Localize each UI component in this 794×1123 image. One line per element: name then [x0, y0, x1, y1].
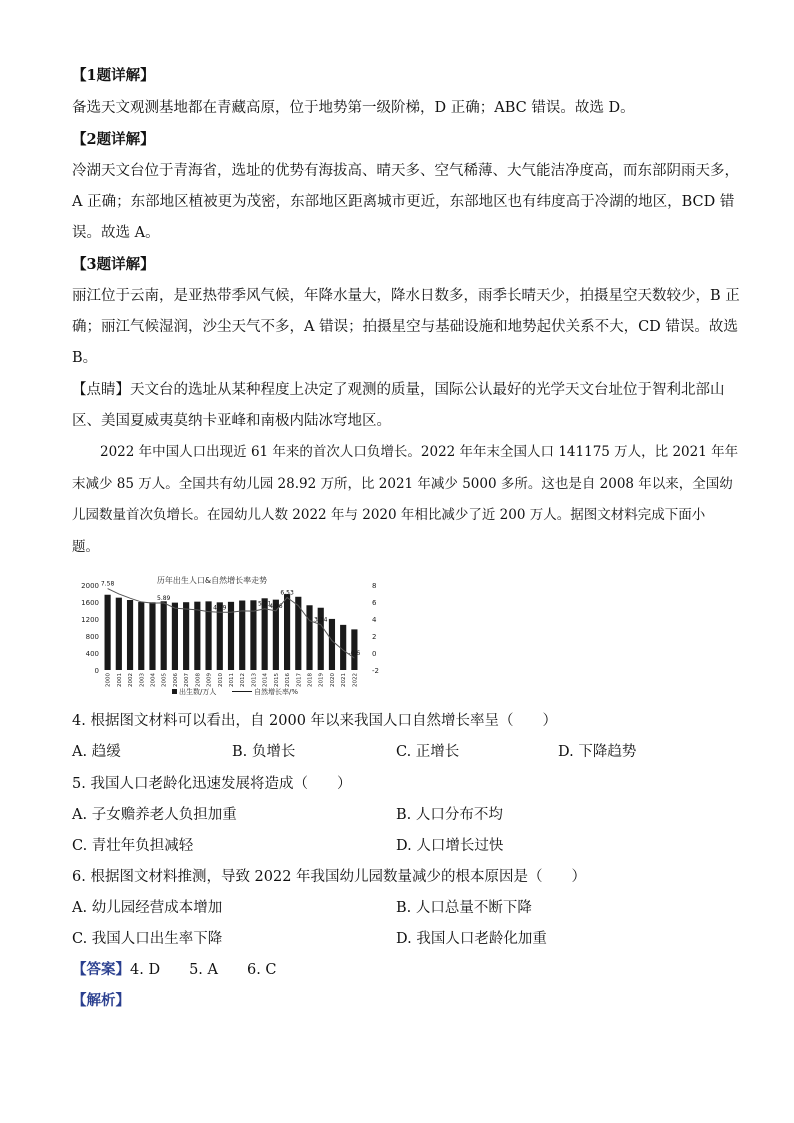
y-left-tick-label: 800 — [85, 633, 99, 641]
bar-2003 — [138, 602, 144, 670]
q5-option-b: B. 人口分布不均 — [396, 807, 503, 823]
x-tick-label: 2007 — [184, 673, 191, 687]
x-tick-label: 2017 — [296, 673, 303, 687]
y-left-tick-label: 400 — [85, 650, 99, 658]
x-tick-label: 2013 — [251, 673, 258, 687]
birth-population-chart — [72, 573, 390, 697]
bar-2016 — [284, 594, 290, 670]
q6-stem: 6. 根据图文材料推测，导致 2022 年我国幼儿园数量减少的根本原因是（ ） — [72, 869, 587, 885]
y-left-tick-label: 2000 — [81, 582, 99, 590]
data-label: 7.58 — [100, 580, 115, 588]
tip-line1: 【点睛】天文台的选址从某种程度上决定了观测的质量，国际公认最好的光学天文台址位于智利北部山 — [72, 382, 725, 398]
x-tick-label: 2011 — [229, 673, 235, 687]
bar-2000 — [105, 595, 111, 670]
y-left-tick-label: 0 — [94, 667, 99, 675]
q3-header: 【3题详解】 — [72, 256, 155, 273]
q5-option-c: C. 青壮年负担减轻 — [72, 838, 194, 854]
x-tick-label: 2021 — [341, 673, 348, 687]
x-tick-label: 2022 — [352, 673, 359, 687]
analysis-label: 【解析】 — [72, 992, 130, 1009]
bar-2007 — [183, 602, 189, 670]
q6-option-c: C. 我国人口出生率下降 — [72, 931, 223, 947]
y-right-tick-label: -2 — [372, 667, 379, 675]
q6-option-b: B. 人口总量不断下降 — [396, 900, 532, 916]
bar-2006 — [172, 603, 178, 670]
y-right-tick-label: 4 — [372, 616, 377, 624]
x-tick-label: 2019 — [318, 673, 325, 687]
y-left-tick-label: 1200 — [81, 616, 99, 624]
x-tick-label: 2014 — [262, 673, 269, 687]
y-right-tick-label: 2 — [372, 633, 377, 641]
material-line4: 题。 — [72, 539, 99, 555]
q3-text-line1: 丽江位于云南，是亚热带季风气候，年降水量大，降水日数多，雨季长晴天少，拍摄星空天数较少，B 正 — [72, 288, 740, 304]
bar-2001 — [116, 598, 122, 670]
x-tick-label: 2003 — [139, 673, 146, 687]
x-tick-label: 2020 — [329, 673, 336, 687]
answer-text: 4. D 5. A 6. C — [130, 962, 277, 978]
data-label: 6.53 — [280, 589, 294, 597]
bar-2020 — [329, 619, 335, 670]
bar-2018 — [306, 605, 312, 670]
y-right-tick-label: 0 — [372, 650, 377, 658]
q3-text-line3: B。 — [72, 350, 98, 366]
tip-line2: 区、美国夏威夷莫纳卡亚峰和南极内陆冰穹地区。 — [72, 413, 391, 429]
q2-header: 【2题详解】 — [72, 131, 155, 148]
bar-2004 — [149, 602, 155, 670]
x-tick-label: 2010 — [217, 673, 224, 687]
q4-option-c: C. 正增长 — [396, 744, 460, 760]
q4-option-b: B. 负增长 — [232, 744, 296, 760]
q2-text-line3: 误。故选 A。 — [72, 225, 160, 241]
bar-2005 — [161, 601, 167, 670]
data-label: -0.6 — [348, 650, 361, 658]
x-tick-label: 2012 — [240, 673, 247, 687]
material-line1: 2022 年中国人口出现近 61 年来的首次人口负增长。2022 年年末全国人口 141175 万人，比 2021 年年 — [100, 444, 739, 460]
x-tick-label: 2018 — [307, 673, 314, 687]
answer-label: 【答案】 — [72, 961, 130, 978]
x-tick-label: 2006 — [172, 673, 179, 687]
q5-stem: 5. 我国人口老龄化迅速发展将造成（ ） — [72, 776, 352, 792]
chart-title: 历年出生人口&自然增长率走势 — [156, 576, 268, 585]
bar-2008 — [194, 602, 200, 670]
q2-text-line1: 冷湖天文台位于青海省，选址的优势有海拔高、晴天多、空气稀薄、大气能洁净度高，而东部阴雨天多， — [72, 163, 739, 179]
legend-bar-swatch — [172, 689, 177, 694]
answer-line — [72, 960, 277, 980]
x-tick-label: 2015 — [273, 673, 280, 687]
q1-header: 【1题详解】 — [72, 67, 155, 84]
data-label: 3.34 — [314, 616, 328, 624]
q2-text-line2: A 正确；东部地区植被更为茂密，东部地区距离城市更近，东部地区也有纬度高于冷湖的地区，BCD 错 — [72, 194, 735, 210]
data-label: 5.89 — [157, 594, 171, 602]
x-tick-label: 2009 — [206, 673, 213, 687]
x-tick-label: 2001 — [116, 673, 123, 687]
q6-option-a: A. 幼儿园经营成本增加 — [72, 900, 223, 916]
q1-text: 备选天文观测基地都在青藏高原，位于地势第一级阶梯，D 正确；ABC 错误。故选 D。 — [72, 100, 635, 116]
x-tick-label: 2000 — [105, 673, 112, 687]
q3-text-line2: 确；丽江气候湿润，沙尘天气不多，A 错误；拍摄星空与基础设施和地势起伏关系不大，CD 错误。故选 — [72, 319, 738, 335]
x-tick-label: 2016 — [285, 673, 292, 687]
x-tick-label: 2002 — [128, 673, 135, 687]
data-label: 4.79 — [213, 604, 227, 612]
y-right-tick-label: 8 — [372, 582, 377, 590]
q6-option-d: D. 我国人口老龄化加重 — [396, 931, 547, 947]
material-line2: 末减少 85 万人。全国共有幼儿园 28.92 万所，比 2021 年减少 5000 多所。这也是自 2008 年以来，全国幼 — [72, 476, 733, 492]
data-label: 4.96 — [269, 602, 283, 610]
legend-bar-label: 出生数/万人 — [179, 688, 217, 696]
x-tick-label: 2005 — [161, 673, 168, 687]
bar-2021 — [340, 625, 346, 670]
q4-option-a: A. 趋缓 — [72, 744, 121, 760]
material-line3: 儿园数量首次负增长。在园幼儿人数 2022 年与 2020 年相比减少了近 200 万人。据图文材料完成下面小 — [72, 507, 706, 523]
q4-option-d: D. 下降趋势 — [558, 744, 637, 760]
y-left-tick-label: 1600 — [81, 599, 99, 607]
x-tick-label: 2004 — [150, 673, 157, 687]
legend-line-label: 自然增长率/% — [254, 688, 299, 696]
data-label: 5.21 — [257, 600, 272, 608]
q5-option-d: D. 人口增长过快 — [396, 838, 504, 854]
q5-option-a: A. 子女赡养老人负担加重 — [72, 807, 237, 823]
bar-2002 — [127, 600, 133, 670]
q4-stem: 4. 根据图文材料可以看出，自 2000 年以来我国人口自然增长率呈（ ） — [72, 713, 558, 729]
y-right-tick-label: 6 — [372, 599, 377, 607]
x-tick-label: 2008 — [195, 673, 202, 687]
